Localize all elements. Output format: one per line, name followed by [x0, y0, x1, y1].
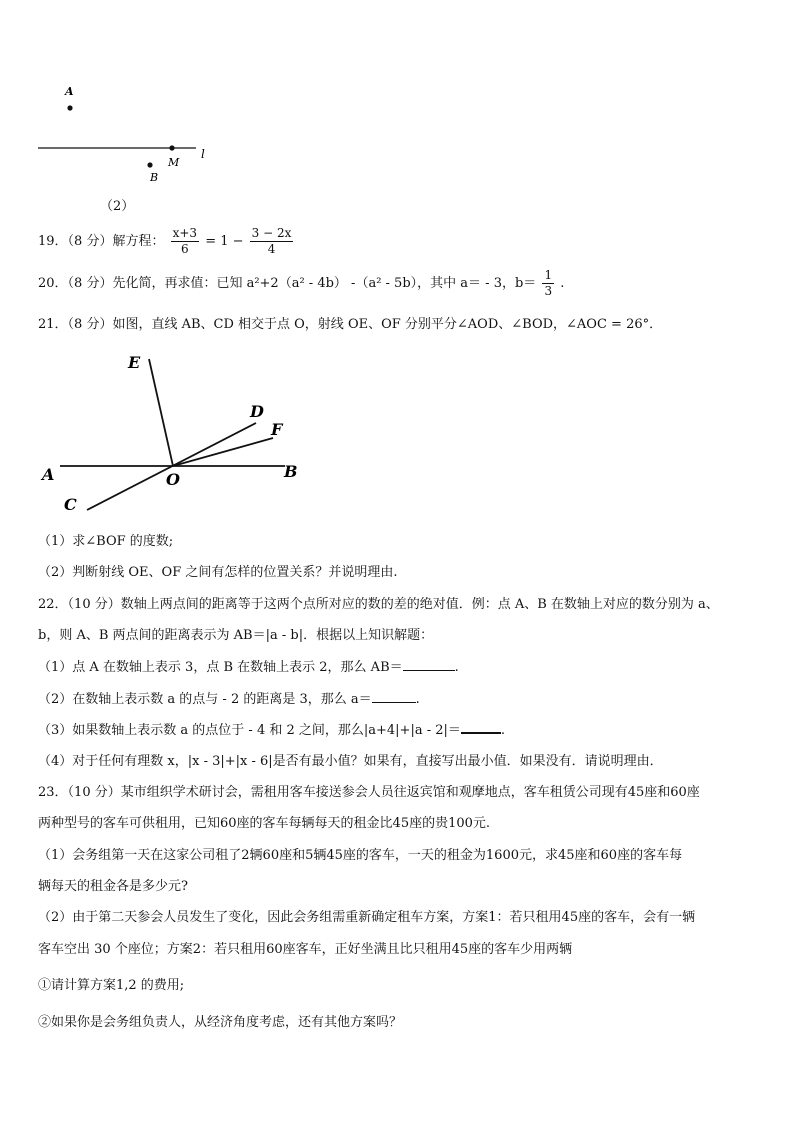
label-e: E [128, 353, 141, 372]
q20-text: 20．（8 分）先化简，再求值：已知 a²+2（a² - 4b） -（a² - 5b），其中 a＝ - 3，b＝ [38, 276, 537, 291]
question-19 [38, 226, 295, 257]
point-m [169, 145, 174, 150]
answer-blank-2[interactable] [372, 702, 416, 703]
label-a: A [65, 85, 74, 98]
q22-sub-4: （4）对于任何有理数 x，|x - 3|+|x - 6|是否有最小值？如果有，直接写出最小值．如果没有．请说明理由． [38, 754, 663, 769]
figure-caption: （2） [100, 199, 135, 214]
ray-of [173, 438, 273, 466]
q22-sub-3-text: （3）如果数轴上表示数 a 的点位于 - 4 和 2 之间，那么|a+4|+|a - 2|＝ [38, 723, 461, 738]
q19-prefix: 19．（8 分）解方程： [38, 234, 165, 249]
fraction-q20-den: 3 [544, 284, 553, 298]
question-21: 21．（8 分）如图，直线 AB、CD 相交于点 O，射线 OE、OF 分别平分∠AOD、∠BOD，∠AOC = 26°． [38, 317, 663, 332]
label-d: D [250, 402, 264, 421]
fraction-q20 [542, 268, 554, 299]
ray-oe [149, 359, 173, 466]
q19-mid: = 1 − [205, 234, 244, 249]
point-b [147, 162, 152, 167]
q20-end: . [560, 276, 565, 291]
label-b: B [150, 171, 159, 184]
label-o: O [166, 470, 180, 489]
label-m: M [168, 156, 180, 169]
label-a2: A [42, 465, 55, 484]
q22-line-2: b，则 A、B 两点间的距离表示为 AB＝|a - b|．根据以上知识解题： [38, 628, 434, 643]
q22-sub-1: （1）点 A 在数轴上表示 3，点 B 在数轴上表示 2，那么 AB＝ . [38, 660, 459, 675]
q21-part-1: （1）求∠BOF 的度数; [38, 534, 174, 549]
fraction-2-num: 3 − 2x [251, 226, 292, 240]
q22-sub-3: （3）如果数轴上表示数 a 的点位于 - 4 和 2 之间，那么|a+4|+|a - 2|＝ . [38, 723, 506, 738]
answer-blank-1[interactable] [403, 670, 455, 671]
q23-part-2b: 客车空出 30 个座位；方案2：若只租用60座客车，正好坐满且比只租用45座的客车少用两辆 [38, 942, 573, 957]
figure-point-line [30, 80, 230, 190]
q23-choice-2: ②如果你是会务组负责人，从经济角度考虑，还有其他方案吗？ [38, 1015, 403, 1030]
question-20 [38, 268, 564, 299]
q22-sub-1-text: （1）点 A 在数轴上表示 3，点 B 在数轴上表示 2，那么 AB＝ [38, 660, 403, 675]
fraction-1 [171, 226, 199, 257]
fraction-1-num: x+3 [172, 226, 198, 240]
q23-line-1: 23．（10 分）某市组织学术研讨会，需租用客车接送参会人员往返宾馆和观摩地点，客车租赁公司现有45座和60座 [38, 785, 700, 800]
label-f: F [271, 420, 283, 439]
q23-choice-1: ①请计算方案1,2 的费用; [38, 978, 185, 993]
q22-sub-2: （2）在数轴上表示数 a 的点与 - 2 的距离是 3，那么 a＝ . [38, 692, 420, 707]
q21-part-2: （2）判断射线 OE、OF 之间有怎样的位置关系？并说明理由. [38, 565, 398, 580]
point-a [67, 105, 72, 110]
q22-line-1: 22．（10 分）数轴上两点间的距离等于这两个点所对应的数的差的绝对值．例：点 A、B 在数轴上对应的数分别为 a、 [38, 597, 719, 612]
label-c: C [64, 495, 77, 514]
label-b2: B [284, 462, 298, 481]
fraction-2-den: 4 [267, 242, 276, 256]
label-l: l [201, 147, 205, 161]
figure-angles [30, 342, 320, 522]
q23-part-1a: （1）会务组第一天在这家公司租了2辆60座和5辆45座的客车，一天的租金为1600元，求45座和60座的客车每 [38, 848, 683, 863]
fraction-2 [250, 226, 294, 257]
fraction-1-den: 6 [181, 242, 189, 256]
fraction-q20-num: 1 [544, 268, 553, 282]
q23-line-2: 两种型号的客车可供租用，已知60座的客车每辆每天的租金比45座的贵100元. [38, 816, 491, 831]
q23-part-1b: 辆每天的租金各是多少元? [38, 879, 188, 894]
q22-sub-2-text: （2）在数轴上表示数 a 的点与 - 2 的距离是 3，那么 a＝ [38, 692, 372, 707]
answer-blank-3[interactable] [461, 732, 501, 734]
q23-part-2a: （2）由于第二天参会人员发生了变化，因此会务组需重新确定租车方案，方案1：若只租用45座的客车，会有一辆 [38, 910, 696, 925]
